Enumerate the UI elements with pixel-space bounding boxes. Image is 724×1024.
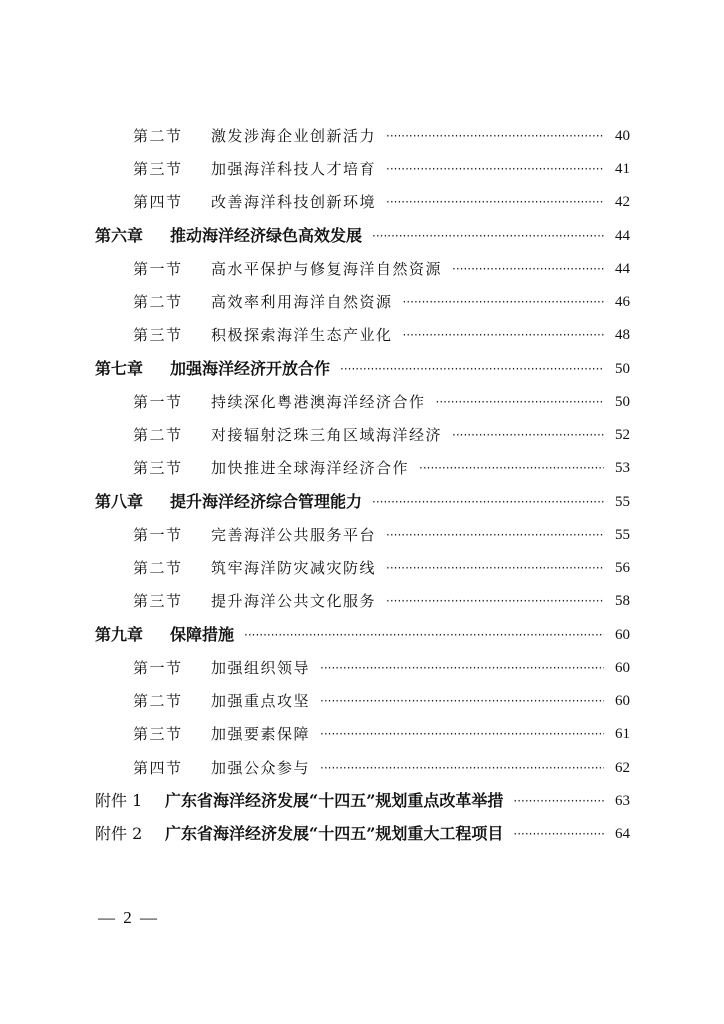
dot-leader <box>386 122 604 150</box>
toc-entry[interactable] <box>133 454 630 482</box>
toc-chapter-label: 第七章 <box>95 359 144 378</box>
toc-entry-page: 41 <box>615 161 630 177</box>
toc-chapter-label: 第六章 <box>95 226 144 245</box>
toc-chapter-title: 保障措施 <box>170 625 235 644</box>
dot-leader <box>386 155 604 183</box>
toc-entry-label: 第一节 <box>133 526 183 544</box>
dot-leader <box>320 654 604 682</box>
toc-appendix-page: 64 <box>615 826 630 842</box>
toc-entry-label: 第二节 <box>133 559 183 577</box>
toc-entry-page: 48 <box>615 327 630 343</box>
toc-entry-page: 46 <box>615 294 630 310</box>
toc-appendix-page: 63 <box>615 793 630 809</box>
toc-appendix-title: 广东省海洋经济发展“十四五”规划重大工程项目 <box>165 824 504 843</box>
toc-entry-title: 提升海洋公共文化服务 <box>211 592 377 610</box>
toc-entry-label: 第四节 <box>133 759 183 777</box>
toc-entry-label: 第三节 <box>133 160 183 178</box>
toc-appendix[interactable] <box>95 820 630 848</box>
toc-entry-label: 第三节 <box>133 592 183 610</box>
toc-entry-title: 积极探索海洋生态产业化 <box>211 326 393 344</box>
dot-leader <box>419 454 604 482</box>
dot-leader <box>372 488 604 516</box>
toc-entry-title: 加强重点攻坚 <box>211 692 311 710</box>
toc-entry-title: 完善海洋公共服务平台 <box>211 526 377 544</box>
toc-appendix-label: 附件 2 <box>95 824 143 843</box>
dot-leader <box>244 621 604 649</box>
toc-entry[interactable] <box>133 720 630 748</box>
toc-entry-page: 61 <box>615 726 630 742</box>
toc-entry-label: 第二节 <box>133 293 183 311</box>
dot-leader <box>403 288 604 316</box>
toc-chapter-label: 第九章 <box>95 625 144 644</box>
toc-entry-title: 加强组织领导 <box>211 659 311 677</box>
toc-entry[interactable] <box>133 687 630 715</box>
toc-entry-page: 55 <box>615 527 630 543</box>
toc-chapter[interactable] <box>95 355 630 383</box>
toc-entry-label: 第三节 <box>133 459 183 477</box>
toc-entry[interactable] <box>133 321 630 349</box>
dot-leader <box>386 554 604 582</box>
toc-entry-page: 44 <box>615 261 630 277</box>
toc-entry[interactable] <box>133 654 630 682</box>
toc-entry-label: 第二节 <box>133 692 183 710</box>
toc-chapter-page: 50 <box>615 361 630 377</box>
toc-appendix-label: 附件 1 <box>95 791 143 810</box>
dot-leader <box>386 521 604 549</box>
toc-entry[interactable] <box>133 554 630 582</box>
toc-entry-page: 58 <box>615 593 630 609</box>
toc-chapter-page: 55 <box>615 494 630 510</box>
toc-entry-label: 第一节 <box>133 659 183 677</box>
toc-chapter[interactable] <box>95 222 630 250</box>
dot-leader <box>452 421 604 449</box>
toc-chapter-page: 60 <box>615 627 630 643</box>
toc-entry-label: 第一节 <box>133 260 183 278</box>
toc-entry[interactable] <box>133 754 630 782</box>
toc-entry-label: 第一节 <box>133 393 183 411</box>
toc-entry-title: 高水平保护与修复海洋自然资源 <box>211 260 443 278</box>
dot-leader <box>340 355 604 383</box>
toc-entry[interactable] <box>133 188 630 216</box>
dot-leader <box>513 820 604 848</box>
toc-entry[interactable] <box>133 122 630 150</box>
dot-leader <box>386 587 604 615</box>
dot-leader <box>320 754 604 782</box>
dot-leader <box>320 720 604 748</box>
toc-entry-title: 加快推进全球海洋经济合作 <box>211 459 410 477</box>
dot-leader <box>436 388 604 416</box>
toc-appendix[interactable] <box>95 787 630 815</box>
toc-entry[interactable] <box>133 255 630 283</box>
toc-entry[interactable] <box>133 521 630 549</box>
toc-chapter[interactable] <box>95 621 630 649</box>
toc-entry-page: 56 <box>615 560 630 576</box>
dot-leader <box>386 188 604 216</box>
toc-chapter-label: 第八章 <box>95 492 144 511</box>
toc-entry-title: 激发涉海企业创新活力 <box>211 127 377 145</box>
toc-entry[interactable] <box>133 388 630 416</box>
toc-entry[interactable] <box>133 587 630 615</box>
dot-leader <box>320 687 604 715</box>
toc-appendix-title: 广东省海洋经济发展“十四五”规划重点改革举措 <box>165 791 504 810</box>
toc-entry-title: 加强要素保障 <box>211 725 311 743</box>
dot-leader <box>372 222 604 250</box>
toc-entry[interactable] <box>133 288 630 316</box>
toc-chapter-page: 44 <box>615 228 630 244</box>
toc-entry-title: 改善海洋科技创新环境 <box>211 193 377 211</box>
dot-leader <box>403 321 604 349</box>
toc-entry-page: 52 <box>615 427 630 443</box>
toc-entry[interactable] <box>133 155 630 183</box>
toc-entry-page: 40 <box>615 128 630 144</box>
toc-entry-title: 高效率利用海洋自然资源 <box>211 293 393 311</box>
toc-chapter[interactable] <box>95 488 630 516</box>
toc-entry-title: 持续深化粤港澳海洋经济合作 <box>211 393 426 411</box>
toc-entry-page: 50 <box>615 394 630 410</box>
dot-leader <box>513 787 604 815</box>
toc-entry-label: 第三节 <box>133 725 183 743</box>
toc-entry-label: 第二节 <box>133 426 183 444</box>
toc-entry[interactable] <box>133 421 630 449</box>
toc-entry-label: 第二节 <box>133 127 183 145</box>
toc-entry-label: 第三节 <box>133 326 183 344</box>
toc-entry-title: 筑牢海洋防灾减灾防线 <box>211 559 377 577</box>
toc-entry-page: 60 <box>615 660 630 676</box>
toc-entry-label: 第四节 <box>133 193 183 211</box>
toc-entry-title: 加强公众参与 <box>211 759 311 777</box>
toc-entry-page: 42 <box>615 194 630 210</box>
toc-chapter-title: 推动海洋经济绿色高效发展 <box>170 226 363 245</box>
toc-chapter-title: 加强海洋经济开放合作 <box>170 359 331 378</box>
toc-entry-page: 62 <box>615 760 630 776</box>
dot-leader <box>452 255 604 283</box>
page-number-footer: — 2 — <box>98 908 159 927</box>
toc-entry-page: 60 <box>615 693 630 709</box>
toc-entry-page: 53 <box>615 460 630 476</box>
toc-chapter-title: 提升海洋经济综合管理能力 <box>170 492 363 511</box>
toc-entry-title: 对接辐射泛珠三角区域海洋经济 <box>211 426 443 444</box>
toc-entry-title: 加强海洋科技人才培育 <box>211 160 377 178</box>
